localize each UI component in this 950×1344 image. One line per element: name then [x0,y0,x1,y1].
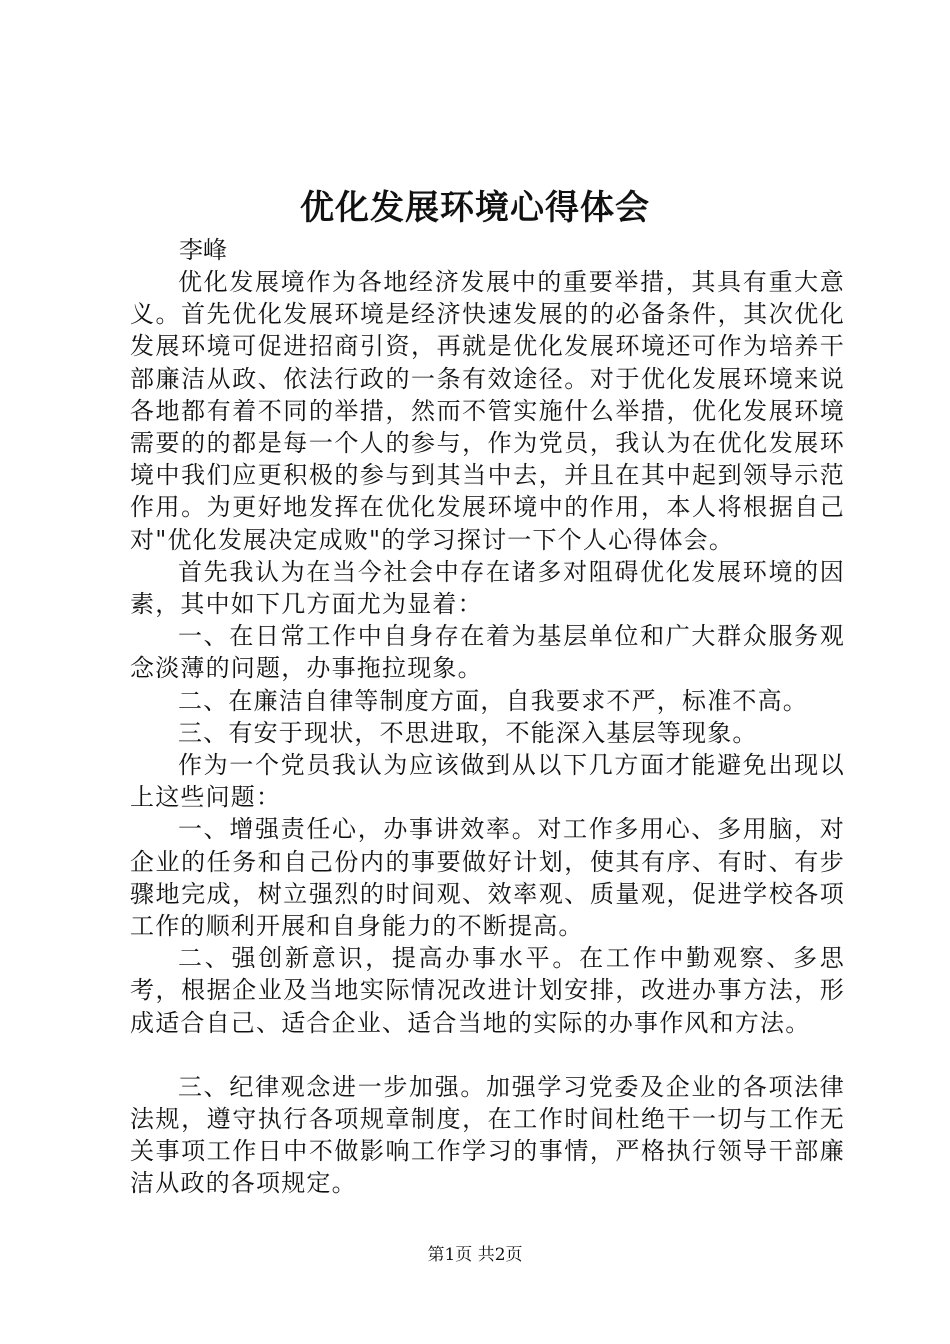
paragraph: 作为一个党员我认为应该做到从以下几方面才能避免出现以上这些问题： [130,751,845,812]
paragraph: 一、增强责任心，办事讲效率。对工作多用心、多用脑，对企业的任务和自己份内的事要做好计划，使其有序、有时、有步骤地完成，树立强烈的时间观、效率观、质量观，促进学校各项工作的顺利开展和自身能力的不断提高。 [130,815,845,941]
author-name: 李峰 [179,236,227,264]
document-body [130,266,845,1200]
paragraph: 一、在日常工作中自身存在着为基层单位和广大群众服务观念淡薄的问题，办事拖拉现象。 [130,622,845,683]
page-number-footer: 第1页 共2页 [427,1245,523,1265]
paragraph: 三、纪律观念进一步加强。加强学习党委及企业的各项法律法规，遵守执行各项规章制度，在工作时间杜绝干一切与工作无关事项工作日中不做影响工作学习的事情，严格执行领导干部廉洁从政的各项规定。 [130,1072,845,1198]
paragraph: 二、在廉洁自律等制度方面，自我要求不严，标准不高。 [178,686,808,715]
paragraph: 二、强创新意识，提高办事水平。在工作中勤观察、多思考，根据企业及当地实际情况改进计划安排，改进办事方法，形成适合自己、适合企业、适合当地的实际的办事作风和方法。 [130,944,845,1037]
paragraph: 三、有安于现状，不思进取，不能深入基层等现象。 [178,718,758,747]
document-title: 优化发展环境心得体会 [300,188,650,228]
paragraph: 优化发展境作为各地经济发展中的重要举措，其具有重大意义。首先优化发展环境是经济快速发展的的必备条件，其次优化发展环境可促进招商引资，再就是优化发展环境还可作为培养干部廉洁从政、依法行政的一条有效途径。对于优化发展环境来说各地都有着不同的举措，然而不管实施什么举措，优化发展环境需要的的都是每一个人的参与，作为党员，我认为在优化发展环境中我们应更积极的参与到其当中去，并且在其中起到领导示范作用。为更好地发挥在优化发展环境中的作用，本人将根据自己对"优化发展决定成败"的学习探讨一下个人心得体会。 [130,268,845,554]
paragraph: 首先我认为在当今社会中存在诸多对阻碍优化发展环境的因素，其中如下几方面尤为显着： [130,557,845,619]
